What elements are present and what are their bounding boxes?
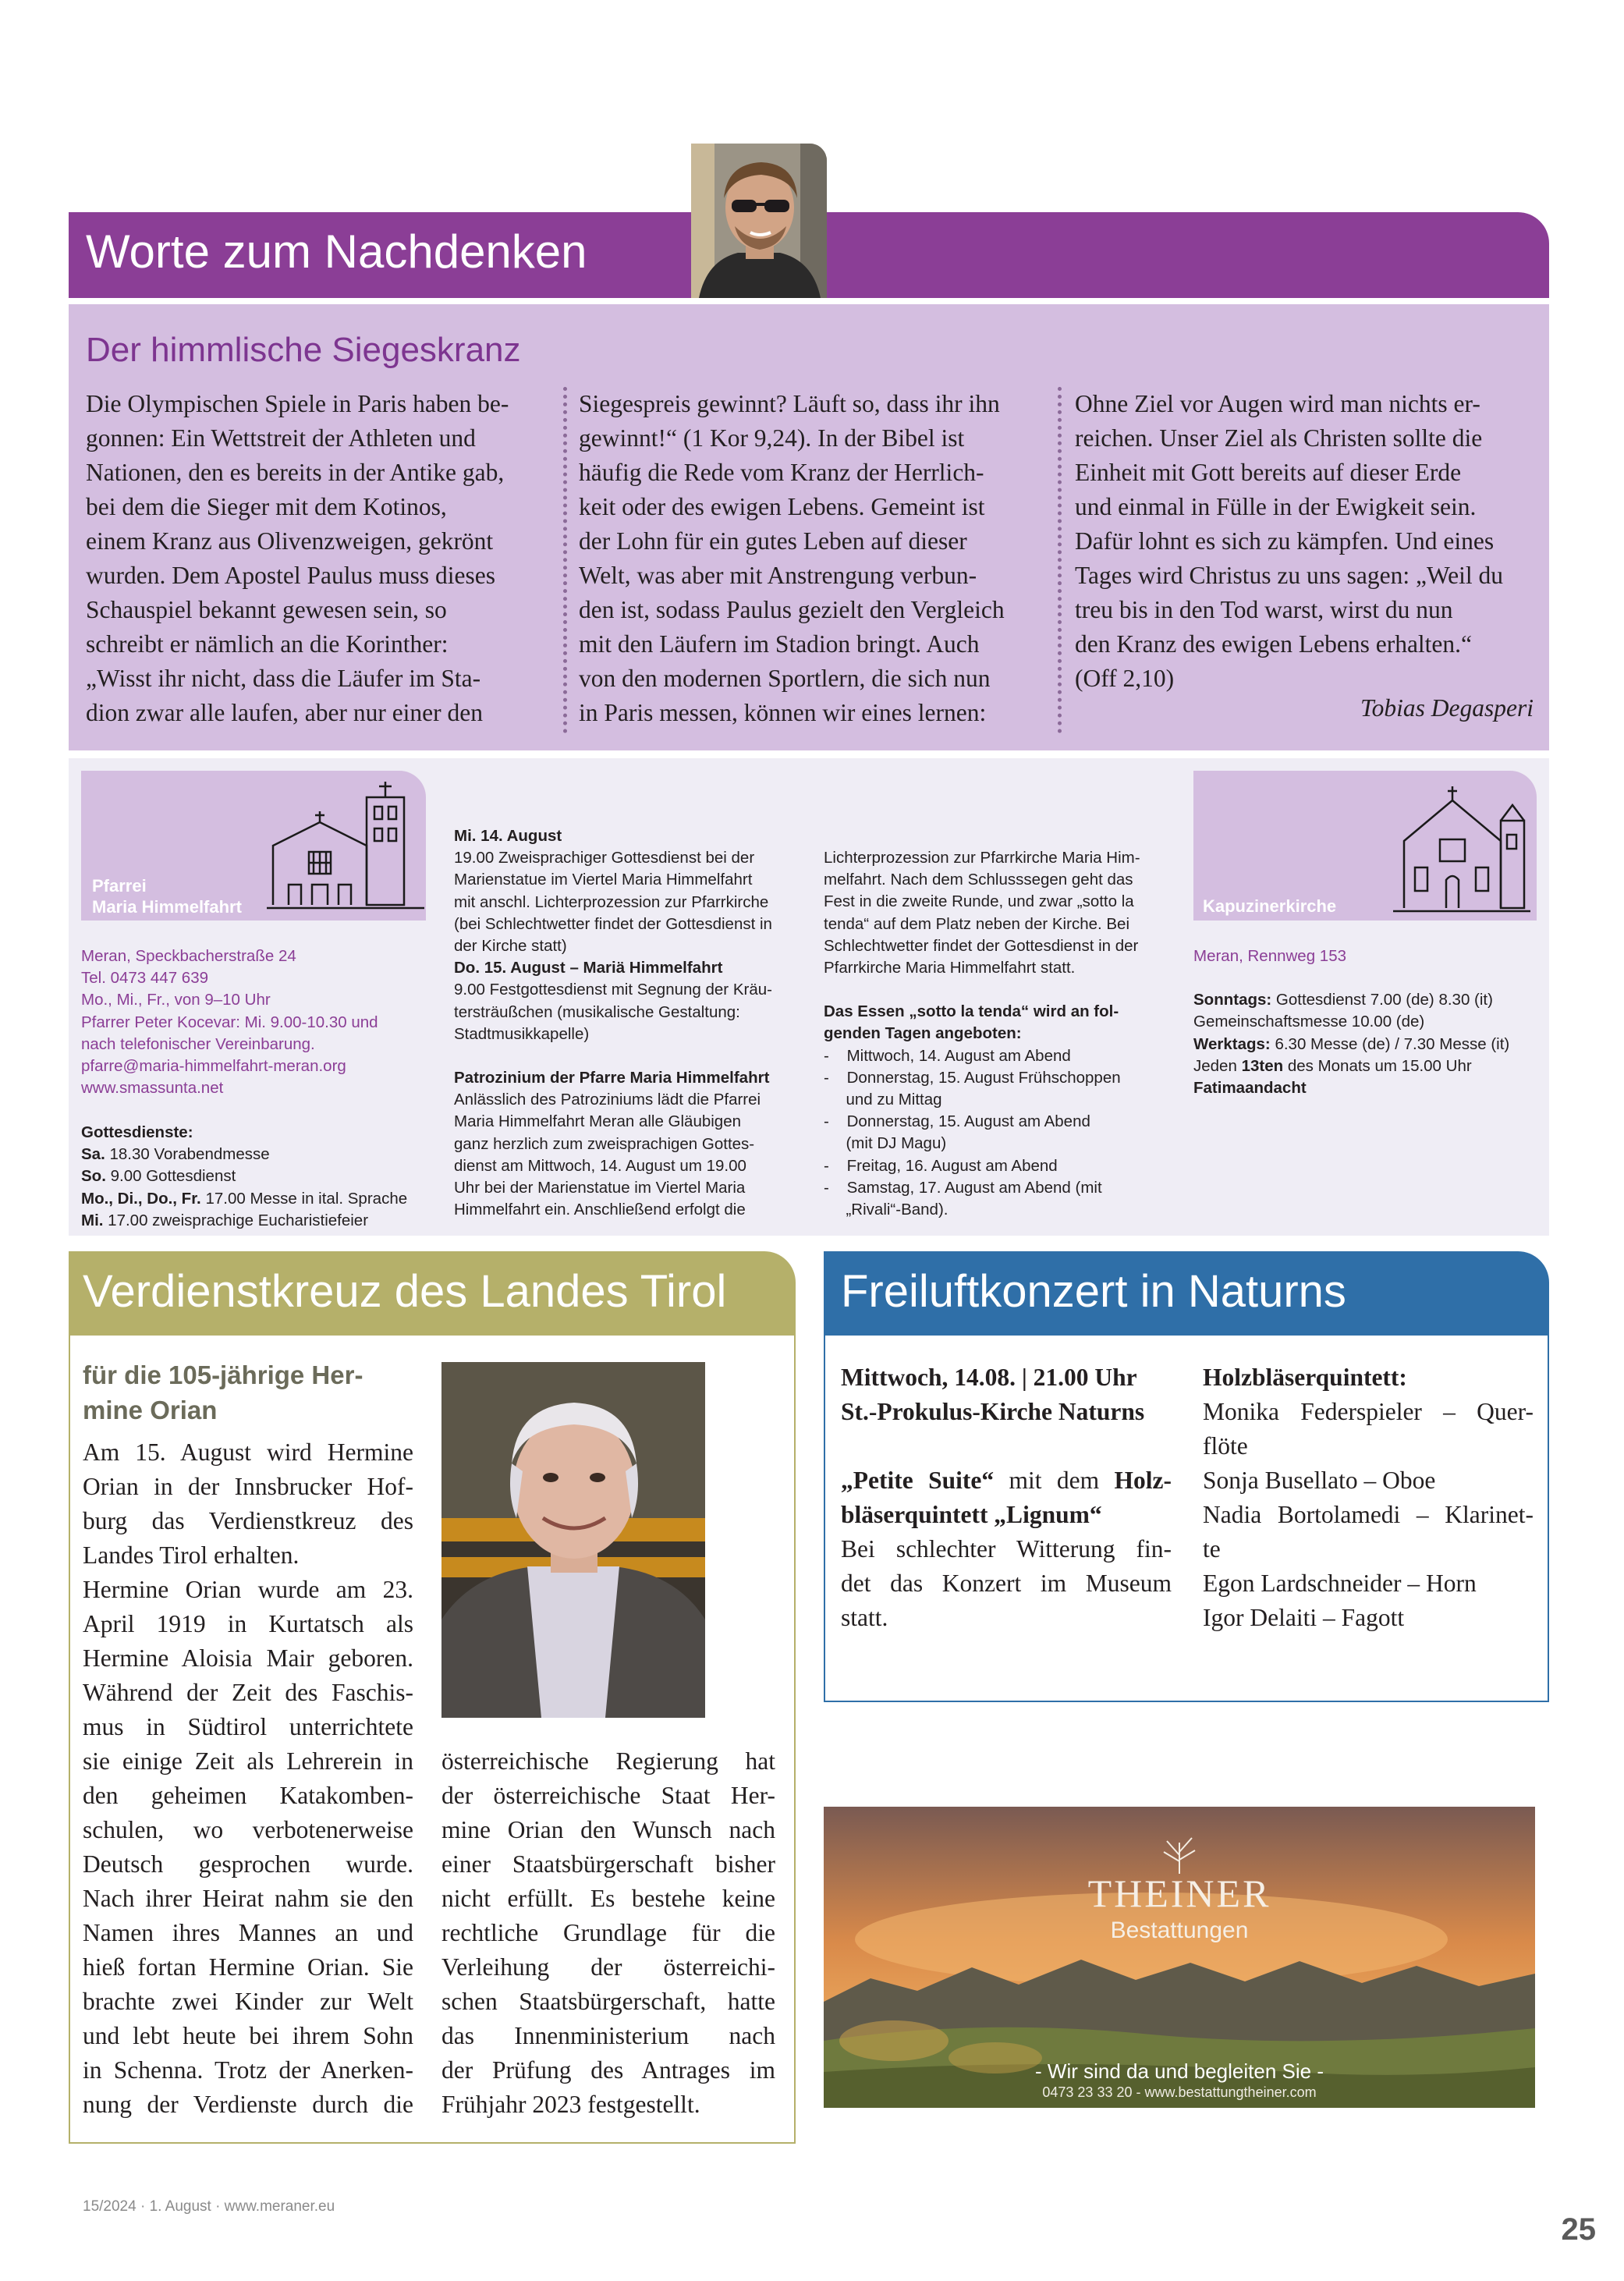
text-line: Namen ihres Mannes an und <box>83 1919 413 1946</box>
contact-hours: Mo., Mi., Fr., von 9–10 Uhr <box>81 991 271 1009</box>
text-line: Tages wird Christus zu uns sagen: „Weil du <box>1075 562 1504 589</box>
kapuziner-line: Werktags: 6.30 Messe (de) / 7.30 Messe (it) <box>1193 1034 1510 1053</box>
pfarrei-tag-line2: Maria Himmelfahrt <box>92 897 242 917</box>
verdienst-subtitle <box>83 1357 363 1428</box>
kapuziner-line: Sonntags: Gottesdienst 7.00 (de) 8.30 (it) <box>1193 991 1493 1009</box>
essen-item: und zu Mittag <box>846 1091 942 1109</box>
column-divider <box>1058 387 1062 733</box>
footer-issue-info: 15/2024 · 1. August · www.meraner.eu <box>83 2198 335 2215</box>
text-line: Nationen, den es bereits in der Antike gab, <box>86 459 505 486</box>
service-text: 18.30 Vorabendmesse <box>105 1145 270 1164</box>
text-line: den geheimen Katakomben- <box>83 1782 413 1809</box>
quintet-member: Monika Federspieler – Quer- <box>1203 1398 1534 1425</box>
quintet-member: te <box>1203 1535 1221 1563</box>
text-line: Siegespreis gewinnt? Läuft so, dass ihr ihn <box>579 390 1000 417</box>
worte-title: Worte zum Nachdenken <box>86 225 587 278</box>
text-line: Welt, was aber mit Anstrengung verbun- <box>579 562 977 589</box>
kapuziner-address: Meran, Rennweg 153 <box>1193 947 1347 965</box>
essen-item: - Samstag, 17. August am Abend (mit <box>824 1178 1102 1197</box>
text-line: wurden. Dem Apostel Paulus muss dieses <box>86 562 495 589</box>
worte-column-1 <box>86 387 509 730</box>
text-line: in Schenna. Trotz der Anerken- <box>83 2056 413 2084</box>
text-line: nicht erfüllt. Es bestehe keine <box>441 1885 775 1912</box>
text-line: Bei schlechter Witterung fin- <box>841 1535 1172 1563</box>
text-line: Die Olympischen Spiele in Paris haben be- <box>86 390 509 417</box>
kapuziner-line: Gemeinschaftsmesse 10.00 (de) <box>1193 1013 1425 1031</box>
quintet-member: Egon Lardschneider – Horn <box>1203 1570 1477 1597</box>
text-line: dienst am Mittwoch, 14. August um 19.00 <box>454 1156 746 1175</box>
text-line: Verleihung der österreichi- <box>441 1953 775 1981</box>
text-line: dion zwar alle laufen, aber nur einer den <box>86 699 483 726</box>
text-line: brachte zwei Kinder zur Welt <box>83 1988 413 2015</box>
freiluft-column-1 <box>841 1360 1172 1635</box>
text-line: und einmal in Fülle in der Ewigkeit sein. <box>1075 493 1477 520</box>
text-line: April 1919 in Kurtatsch als <box>83 1610 413 1637</box>
service-text: 17.00 Messe in ital. Sprache <box>200 1189 408 1208</box>
verdienst-column-2 <box>441 1744 775 2122</box>
kapuziner-tag-label: Kapuzinerkirche <box>1203 896 1337 916</box>
subtitle-line: für die 105-jährige Her- <box>83 1360 363 1389</box>
contact-pastor: Pfarrer Peter Kocevar: Mi. 9.00-10.30 und <box>81 1013 378 1031</box>
text-line: statt. <box>841 1604 888 1631</box>
text-line: Landes Tirol erhalten. <box>83 1541 300 1569</box>
essen-item: (mit DJ Magu) <box>846 1134 947 1153</box>
event-heading: Mi. 14. August <box>454 827 562 845</box>
text-line: Orian in der Innsbrucker Hof- <box>83 1473 413 1500</box>
text-line: hieß fortan Hermine Orian. Sie <box>83 1953 413 1981</box>
church-drawing-icon <box>265 771 426 921</box>
text-line: das Innenministerium nach <box>441 2022 775 2049</box>
service-line <box>81 1165 407 1187</box>
text-line: in Paris messen, können wir eines lernen: <box>579 699 987 726</box>
text-line: 9.00 Festgottesdienst mit Segnung der Kräu- <box>454 981 772 999</box>
concert-program: „Petite Suite“ mit dem Holz- <box>841 1467 1172 1494</box>
text-line: gewinnt!“ (1 Kor 9,24). In der Bibel ist <box>579 424 965 452</box>
ad-contact: 0473 23 33 20 - www.bestattungtheiner.com <box>1042 2084 1317 2100</box>
text-line: der Kirche statt) <box>454 937 567 956</box>
capuchin-church-drawing-icon <box>1388 774 1534 919</box>
text-line: einer Staatsbürgerschaft bisher <box>441 1850 775 1878</box>
column-divider <box>563 387 567 733</box>
theiner-advertisement[interactable] <box>824 1807 1535 2108</box>
text-line: Am 15. August wird Hermine <box>83 1438 413 1466</box>
text-line: Deutsch gesprochen wurde. <box>83 1850 413 1878</box>
verdienst-title: Verdienstkreuz des Landes Tirol <box>83 1266 727 1317</box>
worte-subtitle: Der himmlische Siegeskranz <box>86 331 521 369</box>
text-line: (Off 2,10) <box>1075 665 1175 692</box>
text-line: Maria Himmelfahrt Meran alle Gläubigen <box>454 1112 742 1131</box>
text-line: den ist, sodass Paulus gezielt den Vergleich <box>579 596 1005 623</box>
text-line: „Wisst ihr nicht, dass die Läufer im Sta- <box>86 665 481 692</box>
text-line: Hermine Orian wurde am 23. <box>83 1576 413 1603</box>
hermine-orian-photo <box>441 1362 705 1718</box>
text-line: Anlässlich des Patroziniums lädt die Pfarrei <box>454 1091 761 1109</box>
service-day: So. <box>81 1167 106 1186</box>
text-line: nung der Verdienste durch die <box>83 2091 413 2118</box>
kapuziner-tag <box>1193 771 1537 921</box>
text-line: der österreichische Staat Her- <box>441 1782 775 1809</box>
text-line: Schlechtwetter findet der Gottesdienst in der <box>824 936 1139 955</box>
events-column-1 <box>454 825 772 1221</box>
text-line: 19.00 Zweisprachiger Gottesdienst bei der <box>454 849 755 867</box>
text-line: reichen. Unser Ziel als Christen sollte die <box>1075 424 1483 452</box>
text-line: (bei Schlechtwetter findet der Gottesdienst in <box>454 914 772 933</box>
events-column-2 <box>824 847 1140 1221</box>
text-line: Stadtmusikkapelle) <box>454 1024 590 1043</box>
quintet-member: flöte <box>1203 1432 1248 1460</box>
verdienst-column-1 <box>83 1435 413 2122</box>
kapuziner-line: Jeden 13ten des Monats um 15.00 Uhr <box>1193 1056 1472 1075</box>
service-text: 9.00 Gottesdienst <box>105 1167 236 1186</box>
essen-heading: genden Tagen angeboten: <box>824 1024 1022 1043</box>
quintet-member: Nadia Bortolamedi – Klarinet- <box>1203 1501 1534 1528</box>
text-line: mit den Läufern im Stadion bringt. Auch <box>579 630 980 658</box>
essen-heading: Das Essen „sotto la tenda“ wird an fol- <box>824 1002 1119 1021</box>
text-line: Während der Zeit des Faschis- <box>83 1679 413 1706</box>
kapuziner-line: Fatimaandacht <box>1193 1079 1307 1098</box>
service-text: 17.00 zweisprachige Eucharistiefeier <box>103 1211 369 1229</box>
services-title: Gottesdienste: <box>81 1123 193 1141</box>
subtitle-line: mine Orian <box>83 1396 218 1424</box>
text-line: den Kranz des ewigen Lebens erhalten.“ <box>1075 630 1473 658</box>
kapuziner-info <box>1193 945 1509 1099</box>
text-line: mine Orian den Wunsch nach <box>441 1816 775 1843</box>
service-day: Sa. <box>81 1145 105 1164</box>
author-portrait <box>691 144 827 298</box>
text-line: tersträußchen (musikalische Gestaltung: <box>454 1002 740 1021</box>
text-line: keit oder des ewigen Lebens. Gemeint ist <box>579 493 985 520</box>
worte-column-3 <box>1075 387 1503 696</box>
text-line: Schauspiel bekannt gewesen sein, so <box>86 596 447 623</box>
essen-item: - Mittwoch, 14. August am Abend <box>824 1046 1071 1065</box>
text-line: Dafür lohnt es sich zu kämpfen. Und eines <box>1075 527 1495 555</box>
text-line: Nach ihrer Heirat nahm sie den <box>83 1885 413 1912</box>
text-line: österreichische Regierung hat <box>441 1747 775 1775</box>
service-line <box>81 1188 407 1210</box>
ad-brand: THEINER <box>1087 1871 1271 1915</box>
text-line: schen Staatsbürgerschaft, hatte <box>441 1988 775 2015</box>
text-line: Hermine Aloisia Mair geboren. <box>83 1644 413 1672</box>
pfarrei-tag-line1: Pfarrei <box>92 876 147 896</box>
text-line: und lebt heute bei ihrem Sohn <box>83 2022 413 2049</box>
pfarrei-tag <box>81 771 426 921</box>
text-line: Ohne Ziel vor Augen wird man nichts er- <box>1075 390 1480 417</box>
text-line: schulen, wo verbotenerweise <box>83 1816 413 1843</box>
service-day: Mi. <box>81 1211 104 1229</box>
quintet-member: Igor Delaiti – Fagott <box>1203 1604 1405 1631</box>
freiluft-title: Freiluftkonzert in Naturns <box>841 1266 1346 1317</box>
contact-website-link[interactable]: www.smassunta.net <box>81 1079 224 1098</box>
text-line: häufig die Rede vom Kranz der Herrlich- <box>579 459 984 486</box>
text-line: Pfarrkirche Maria Himmelfahrt statt. <box>824 959 1076 977</box>
text-line: melfahrt. Nach dem Schlusssegen geht das <box>824 871 1133 889</box>
text-line: gonnen: Ein Wettstreit der Athleten und <box>86 424 476 452</box>
text-line: mit anschl. Lichterprozession zur Pfarrkirche <box>454 892 769 911</box>
ad-subtitle: Bestattungen <box>1110 1917 1249 1943</box>
text-line: Marienstatue im Viertel Maria Himmelfahrt <box>454 871 753 889</box>
text-line: treu bis in den Tod warst, wirst du nun <box>1075 596 1453 623</box>
pfarrei-services <box>81 1122 407 1232</box>
contact-email-link[interactable]: pfarre@maria-himmelfahrt-meran.org <box>81 1057 346 1076</box>
contact-note: nach telefonischer Vereinbarung. <box>81 1034 315 1053</box>
service-line <box>81 1144 407 1165</box>
concert-place: St.-Prokulus-Kirche Naturns <box>841 1398 1145 1425</box>
text-line: der Lohn für ein gutes Leben auf dieser <box>579 527 967 555</box>
service-day: Mo., Di., Do., Fr. <box>81 1189 201 1208</box>
page-number: 25 <box>1561 2212 1596 2247</box>
text-line: mus in Südtirol unterrichtete <box>83 1713 413 1740</box>
freiluft-column-2 <box>1203 1360 1534 1635</box>
author-name: Tobias Degasperi <box>1360 694 1534 722</box>
text-line: det das Konzert im Museum <box>841 1570 1172 1597</box>
text-line: sie einige Zeit als Lehrerein in <box>83 1747 413 1775</box>
quintet-title: Holzbläserquintett: <box>1203 1364 1407 1391</box>
text-line: der Prüfung des Antrages im <box>441 2056 775 2084</box>
text-line: einem Kranz aus Olivenzweigen, gekrönt <box>86 527 494 555</box>
text-line: ganz herzlich zum zweisprachigen Gottes- <box>454 1134 755 1153</box>
essen-item: - Freitag, 16. August am Abend <box>824 1156 1058 1175</box>
concert-date: Mittwoch, 14.08. | 21.00 Uhr <box>841 1364 1137 1391</box>
quintet-member: Sonja Busellato – Oboe <box>1203 1467 1436 1494</box>
text-line: Fest in die zweite Runde, und zwar „sotto la <box>824 892 1134 911</box>
essen-item: - Donnerstag, 15. August am Abend <box>824 1112 1090 1131</box>
pfarrei-contact <box>81 945 378 1099</box>
text-line: von den modernen Sportlern, die sich nun <box>579 665 991 692</box>
essen-item: „Rivali“-Band). <box>846 1201 949 1219</box>
text-line: rechtliche Grundlage für die <box>441 1919 775 1946</box>
text-line: Einheit mit Gott bereits auf dieser Erde <box>1075 459 1462 486</box>
event-heading: Do. 15. August – Mariä Himmelfahrt <box>454 959 723 977</box>
text-line: burg das Verdienstkreuz des <box>83 1507 413 1534</box>
essen-item: - Donnerstag, 15. August Frühschoppen <box>824 1068 1121 1087</box>
contact-address: Meran, Speckbacherstraße 24 <box>81 947 296 965</box>
text-line: bei dem die Sieger mit dem Kotinos, <box>86 493 447 520</box>
text-line: Uhr bei der Marienstatue im Viertel Maria <box>454 1179 746 1197</box>
event-heading: Patrozinium der Pfarre Maria Himmelfahrt <box>454 1069 770 1087</box>
text-line: Lichterprozession zur Pfarrkirche Maria Him- <box>824 849 1140 867</box>
text-line: Himmelfahrt ein. Anschließend erfolgt die <box>454 1201 746 1219</box>
service-line <box>81 1210 407 1232</box>
concert-program: bläserquintett „Lignum“ <box>841 1501 1102 1528</box>
contact-phone: Tel. 0473 447 639 <box>81 969 208 988</box>
ad-slogan: - Wir sind da und begleiten Sie - <box>1035 2059 1324 2083</box>
text-line: schreibt er nämlich an die Korinther: <box>86 630 449 658</box>
text-line: tenda“ auf dem Platz neben der Kirche. Bei <box>824 914 1130 933</box>
text-line: Frühjahr 2023 festgestellt. <box>441 2091 700 2118</box>
worte-column-2 <box>579 387 1005 730</box>
